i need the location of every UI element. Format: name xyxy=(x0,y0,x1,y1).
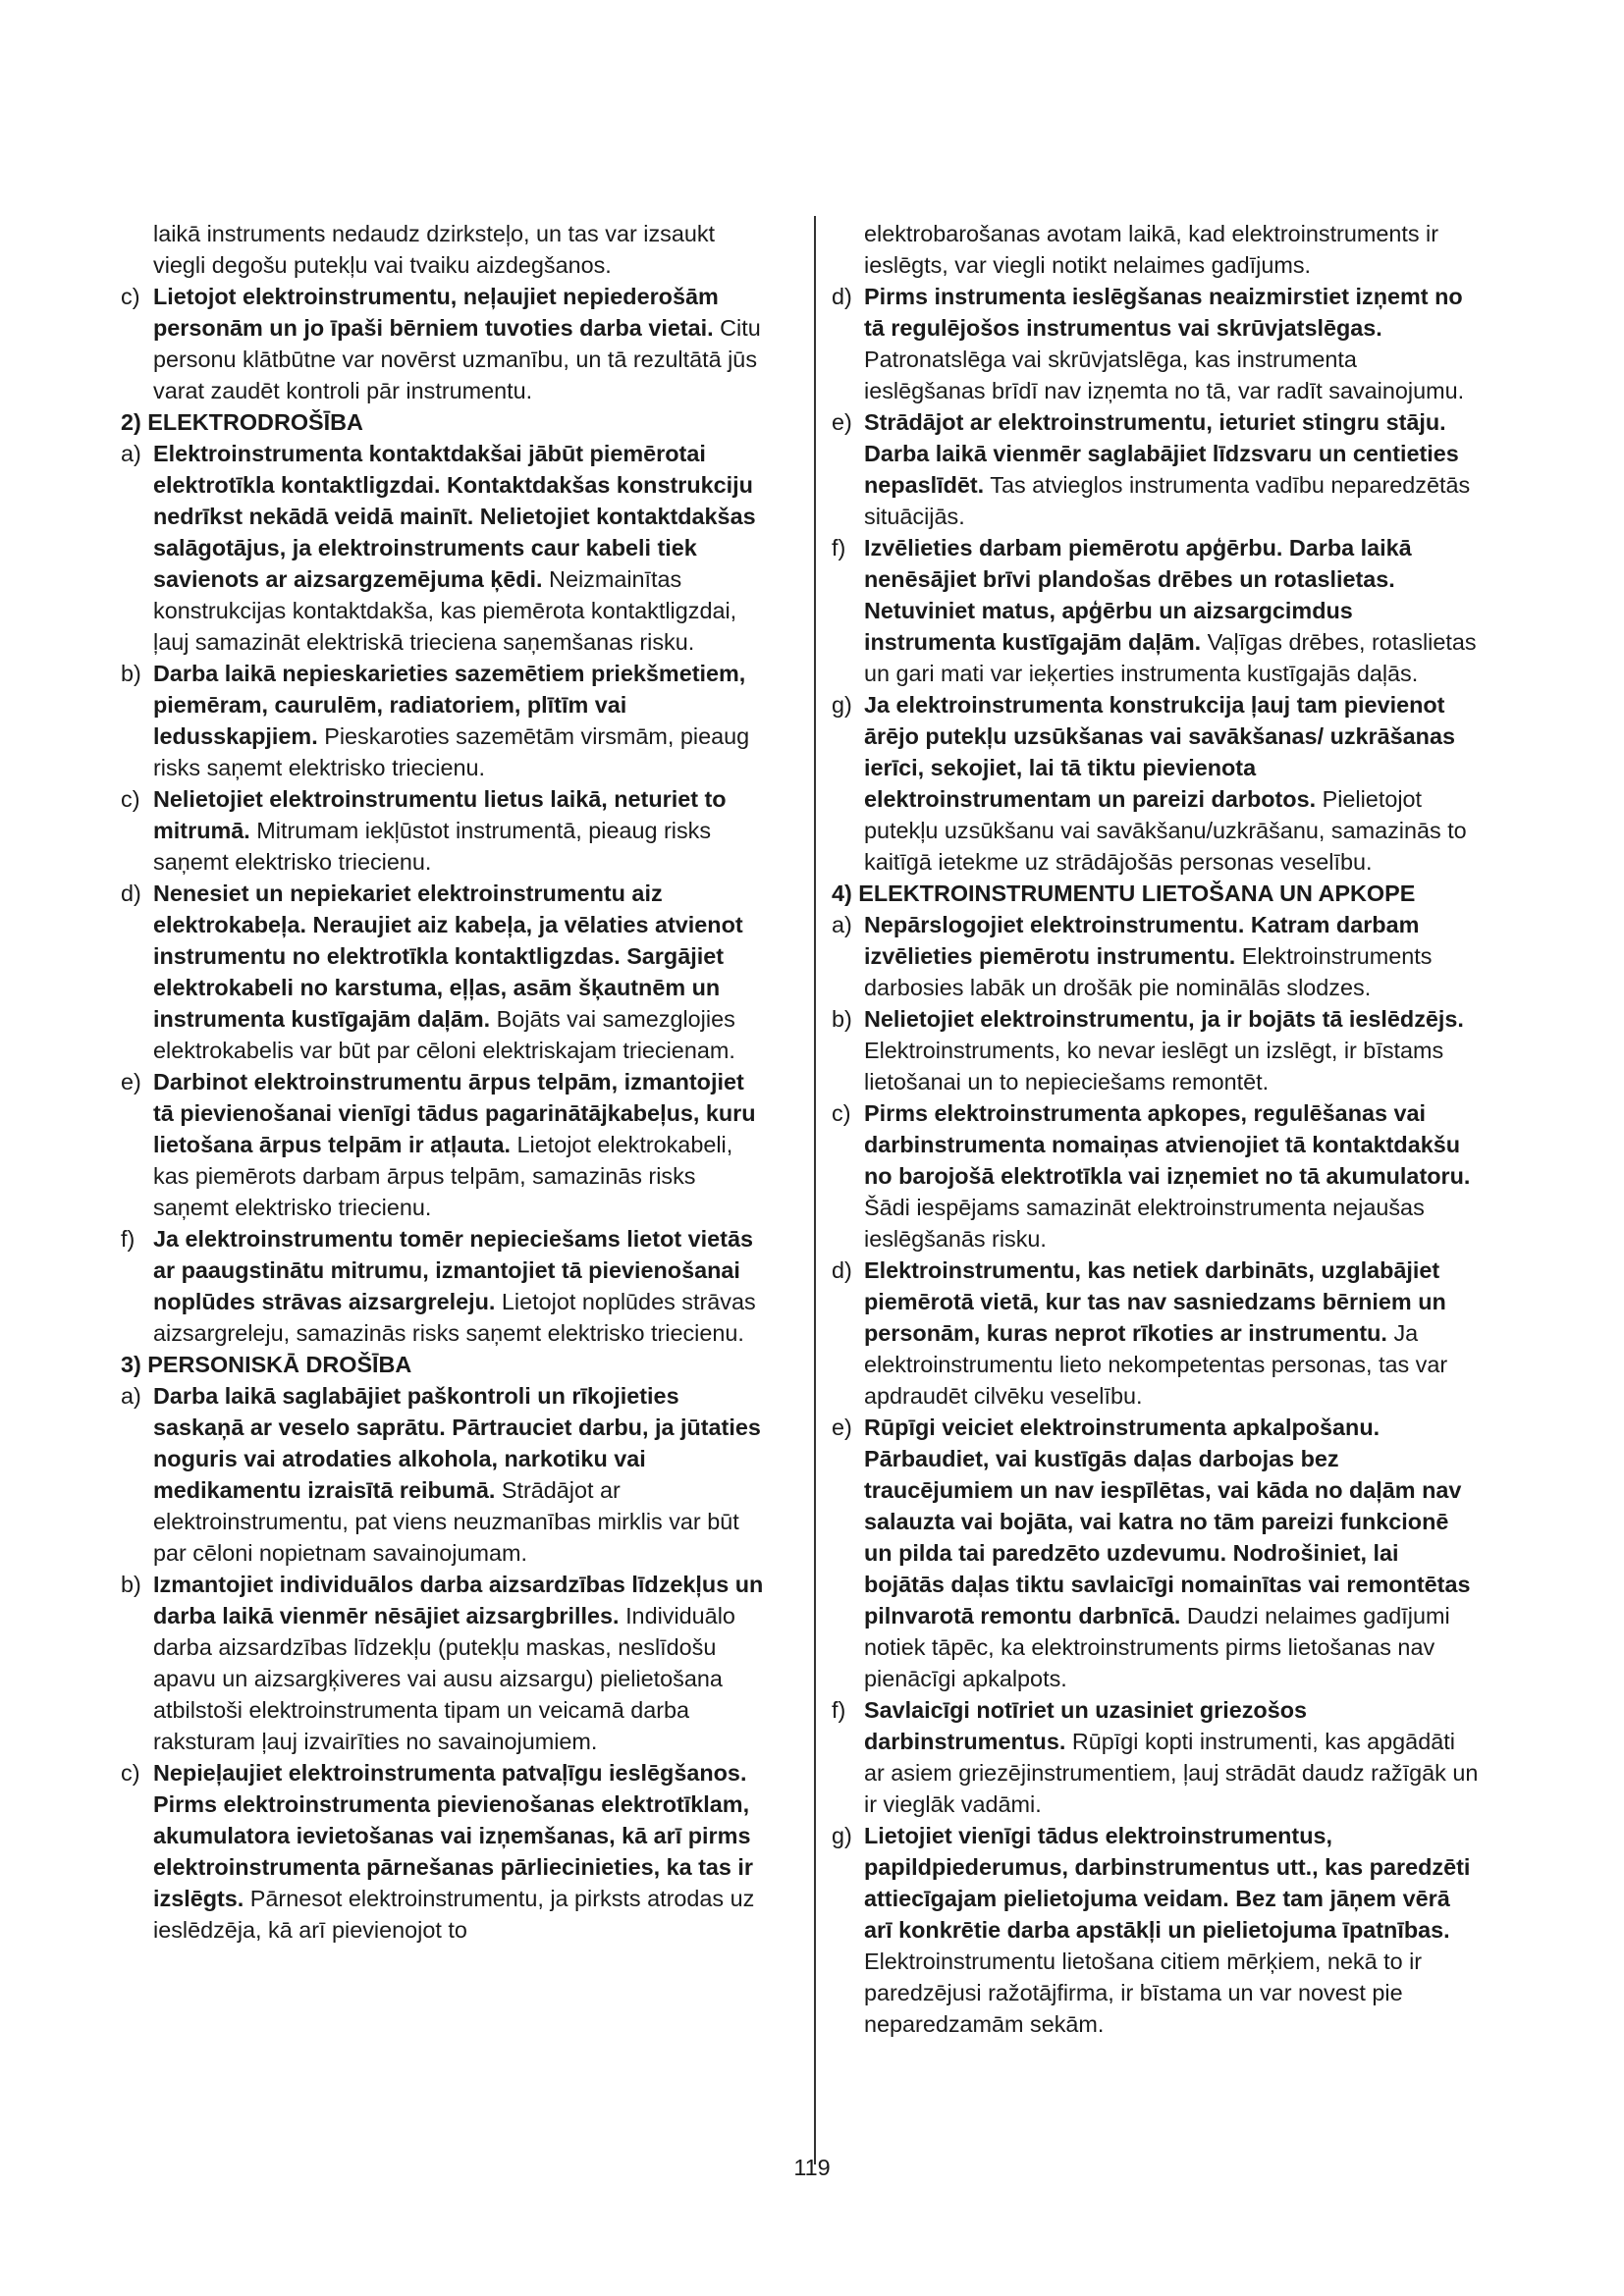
item-normal-text: Elektroinstruments darbosies labāk un drošāk pie nominālās slodzes. xyxy=(864,943,1433,1000)
list-item-e-footing xyxy=(832,406,1480,532)
item-normal-text: Vaļīgas drēbes, rotaslietas un gari mati var ieķerties instrumenta kustīgajās daļās. xyxy=(864,629,1477,686)
item-letter: d) xyxy=(121,881,141,906)
list-item-c-unintentional-start xyxy=(121,1757,769,1946)
item-bold-text: Lietojot elektroinstrumentu, neļaujiet nepiederošām personām un jo īpaši bērniem tuvoties darba vietai. xyxy=(153,284,719,341)
item-letter: e) xyxy=(832,409,852,435)
right-column xyxy=(832,218,1480,2040)
item-bold-text: Izvēlieties darbam piemērotu apģērbu. Darba laikā nenēsājiet brīvi plandošas drēbes un rotaslietas. Netuviniet matus, apģērbu un aizsargcimdus instrumenta kustīgajām daļām. xyxy=(864,535,1412,655)
item-normal-text: Mitrumam iekļūstot instrumentā, pieaug risks saņemt elektrisko triecienu. xyxy=(153,818,712,875)
item-bold-text: Elektroinstrumentu, kas netiek darbināts, uzglabājiet piemērotā vietā, kur tas nav sasniedzams bērniem un personām, kuras neprot rīkoties ar instrumentu. xyxy=(864,1257,1446,1346)
list-item-b-protective-equipment xyxy=(121,1569,769,1757)
item-letter: c) xyxy=(121,1760,140,1786)
item-letter: a) xyxy=(832,912,852,937)
item-bold-text: Ja elektroinstrumenta konstrukcija ļauj tam pievienot ārējo putekļu uzsūkšanas vai savākšanas/ uzkrāšanas ierīci, sekojiet, lai tā tiktu pievienota elektroinstrumentam un pareizi darbotos. xyxy=(864,692,1455,812)
list-item-a-plug xyxy=(121,438,769,658)
list-item-f-cutting-tools xyxy=(832,1694,1480,1820)
item-bold-text: Nepārslogojiet elektroinstrumentu. Katram darbam izvēlieties piemērotu instrumentu. xyxy=(864,912,1420,969)
list-item-d-storage xyxy=(832,1255,1480,1412)
item-bold-text: Darbinot elektroinstrumentu ārpus telpām, izmantojiet tā pievienošanai vienīgi tādus pagarinātājkabeļus, kuru lietošana ārpus telpām ir atļauta. xyxy=(153,1069,756,1157)
item-bold-text: Nepieļaujiet elektroinstrumenta patvaļīgu ieslēgšanos. Pirms elektroinstrumenta pievienošanas elektrotīklam, akumulatora ievietošanas vai izņemšanas, kā arī pirms elektroinstrumenta pārnešanas pārliecinieties, ka tas ir izslēgts. xyxy=(153,1760,754,1911)
item-normal-text: Individuālo darba aizsardzības līdzekļu (putekļu maskas, neslīdošu apavu un aizsargķiveres vai ausu aizsargu) pielietošana atbilstoši elektroinstrumenta tipam un veicamā darba raksturam ļauj izvairīties no savainojumiem. xyxy=(153,1603,735,1754)
item-bold-text: Elektroinstrumenta kontaktdakšai jābūt piemērotai elektrotīkla kontaktligzdai. Kontaktdakšas konstrukciju nedrīkst nekādā veidā mainīt. Nelietojiet kontaktdakšas salāgotājus, ja elektroinstruments caur kabeli tiek savienots ar aizsargzemējuma ķēdi. xyxy=(153,441,756,592)
item-normal-text: Elektroinstrumentu lietošana citiem mērķiem, nekā to ir paredzējusi ražotājfirma, ir bīstama un var novest pie neparedzamām sekām. xyxy=(864,1949,1423,2037)
list-item-c-rain xyxy=(121,783,769,878)
item-bold-text: Rūpīgi veiciet elektroinstrumenta apkalpošanu. Pārbaudiet, vai kustīgās daļas darbojas bez traucējumiem un nav iespīlētas, vai kāda no daļām nav salauzta vai bojāta, vai katra no tām pareizi funkcionē un pilda tai paredzēto uzdevumu. Nodrošiniet, lai bojātās daļas tiktu savlaicīgi nomainītas vai remontētas pilnvarotā remontu darbnīcā. xyxy=(864,1415,1471,1629)
item-normal-text: Elektroinstruments, ko nevar ieslēgt un izslēgt, ir bīstams lietošanai un to nepieciešams remontēt. xyxy=(864,1038,1444,1095)
item-normal-text: Pieskaroties sazemētām virsmām, pieaug risks saņemt elektrisko triecienu. xyxy=(153,723,750,780)
left-top-continuation: laikā instruments nedaudz dzirksteļo, un tas var izsaukt viegli degošu putekļu vai tvaiku aizdegšanos. xyxy=(153,221,716,278)
item-bold-text: Nelietojiet elektroinstrumentu lietus laikā, neturiet to mitrumā. xyxy=(153,786,727,843)
list-item-g-intended-use xyxy=(832,1820,1480,2040)
list-item-a-alert xyxy=(121,1380,769,1569)
item-normal-text: Šādi iespējams samazināt elektroinstrumenta nejaušas ieslēgšanās risku. xyxy=(864,1195,1425,1252)
list-item-d-adjusting-keys xyxy=(832,281,1480,406)
item-bold-text: Ja elektroinstrumentu tomēr nepieciešams lietot vietās ar paaugstinātu mitrumu, izmantojiet tā pievienošanai noplūdes strāvas aizsargreleju. xyxy=(153,1226,753,1314)
item-letter: c) xyxy=(121,284,140,309)
item-normal-text: Neizmainītas konstrukcijas kontaktdakša, kas piemērota kontaktligzdai, ļauj samazināt elektriskā trieciena saņemšanas risku. xyxy=(153,566,737,655)
item-normal-text: Lietojot elektrokabeli, kas piemērots darbam ārpus telpām, samazinās risks saņemt elektrisko triecienu. xyxy=(153,1132,733,1220)
item-letter: g) xyxy=(832,692,852,718)
item-bold-text: Nelietojiet elektroinstrumentu, ja ir bojāts tā ieslēdzējs. xyxy=(864,1006,1464,1032)
list-item-d-cord xyxy=(121,878,769,1066)
item-letter: a) xyxy=(121,441,141,466)
column-divider xyxy=(814,216,816,2164)
section-heading-tool-use-and-care: 4) ELEKTROINSTRUMENTU LIETOŠANA UN APKOPE xyxy=(832,881,1416,906)
item-bold-text: Izmantojiet individuālos darba aizsardzības līdzekļus un darba laikā vienmēr nēsājiet aizsargbrilles. xyxy=(153,1572,764,1629)
item-bold-text: Nenesiet un nepiekariet elektroinstrumentu aiz elektrokabeļa. Neraujiet aiz kabeļa, ja vēlaties atvienot instrumentu no elektrotīkla kontaktligzdas. Sargājiet elektrokabeli no karstuma, eļļas, asām šķautnēm un instrumenta kustīgajām daļām. xyxy=(153,881,743,1032)
item-letter: g) xyxy=(832,1823,852,1848)
item-bold-text: Lietojiet vienīgi tādus elektroinstrumentus, papildpiederumus, darbinstrumentus utt., kas paredzēti attiecīgajam pielietojuma veidam. Bez tam jāņem vērā arī konkrētie darba apstākļi un pielietojuma īpatnības. xyxy=(864,1823,1471,1943)
item-normal-text: Ja elektroinstrumentu lieto nekompetentas personas, tas var apdraudēt cilvēku veselību. xyxy=(864,1320,1448,1409)
item-normal-text: Pielietojot putekļu uzsūkšanu vai savākšanu/uzkrāšanu, samazinās to kaitīgā ietekme uz strādājošās personas veselību. xyxy=(864,786,1467,875)
item-normal-text: Patronatslēga vai skrūvjatslēga, kas instrumenta ieslēgšanas brīdī nav izņemta no tā, var radīt savainojumu. xyxy=(864,347,1465,403)
item-bold-text: Darba laikā nepieskarieties sazemētiem priekšmetiem, piemēram, caurulēm, radiatoriem, plītīm vai ledusskapjiem. xyxy=(153,661,746,749)
list-item-f-clothing xyxy=(832,532,1480,689)
item-letter: b) xyxy=(121,661,141,686)
item-normal-text: Strādājot ar elektroinstrumentu, pat viens neuzmanības mirklis var būt par cēloni nopietnam savainojumam. xyxy=(153,1477,739,1566)
item-normal-text: Tas atvieglos instrumenta vadību neparedzētās situācijās. xyxy=(864,472,1471,529)
item-bold-text: Pirms instrumenta ieslēgšanas neaizmirstiet izņemt no tā regulējošos instrumentus vai skrūvjatslēgas. xyxy=(864,284,1463,341)
item-bold-text: Pirms elektroinstrumenta apkopes, regulēšanas vai darbinstrumenta nomaiņas atvienojiet tā kontaktdakšu no barojošā elektrotīkla vai izņemiet no tā akumulatoru. xyxy=(864,1100,1471,1189)
item-normal-text: Daudzi nelaimes gadījumi notiek tāpēc, ka elektroinstruments pirms lietošanas nav pienācīgi apkalpots. xyxy=(864,1603,1450,1691)
item-letter: a) xyxy=(121,1383,141,1409)
item-bold-text: Strādājot ar elektroinstrumentu, ieturiet stingru stāju. Darba laikā vienmēr saglabājiet līdzsvaru un centieties nepaslīdēt. xyxy=(864,409,1459,498)
item-normal-text: Citu personu klātbūtne var novērst uzmanību, un tā rezultātā jūs varat zaudēt kontroli pār instrumentu. xyxy=(153,315,761,403)
item-letter: b) xyxy=(121,1572,141,1597)
item-letter: c) xyxy=(121,786,140,812)
item-letter: f) xyxy=(121,1226,135,1252)
item-normal-text: Bojāts vai samezglojies elektrokabelis var būt par cēloni elektriskajam triecienam. xyxy=(153,1006,735,1063)
item-letter: f) xyxy=(832,535,846,561)
item-letter: c) xyxy=(832,1100,851,1126)
item-letter: d) xyxy=(832,1257,852,1283)
page-number: 119 xyxy=(793,2155,831,2180)
item-letter: f) xyxy=(832,1697,846,1723)
list-item-f-rcd xyxy=(121,1223,769,1349)
list-item-e-outdoor xyxy=(121,1066,769,1223)
item-bold-text: Savlaicīgi notīriet un uzasiniet griezošos darbinstrumentus. xyxy=(864,1697,1308,1754)
item-letter: e) xyxy=(121,1069,141,1095)
item-letter: b) xyxy=(832,1006,852,1032)
list-item-e-maintenance xyxy=(832,1412,1480,1694)
list-item-b-earthed-surfaces xyxy=(121,658,769,783)
list-item-c-bystanders xyxy=(121,281,769,406)
item-normal-text: Lietojot noplūdes strāvas aizsargreleju, samazinās risks saņemt elektrisko triecienu. xyxy=(153,1289,756,1346)
item-normal-text: Rūpīgi kopti instrumenti, kas apgādāti ar asiem griezējinstrumentiem, ļauj strādāt daudz ražīgāk un ir vieglāk vadāmi. xyxy=(864,1729,1479,1817)
item-normal-text: Pārnesot elektroinstrumentu, ja pirksts atrodas uz ieslēdzēja, kā arī pievienojot to xyxy=(153,1886,755,1943)
section-heading-personal-safety: 3) PERSONISKĀ DROŠĪBA xyxy=(121,1352,412,1377)
left-column xyxy=(121,218,769,1946)
list-item-g-dust-extraction xyxy=(832,689,1480,878)
right-top-continuation: elektrobarošanas avotam laikā, kad elektroinstruments ir ieslēgts, var viegli notikt nelaimes gadījums. xyxy=(864,221,1439,278)
list-item-c-disconnect xyxy=(832,1097,1480,1255)
item-letter: e) xyxy=(832,1415,852,1440)
item-bold-text: Darba laikā saglabājiet paškontroli un rīkojieties saskaņā ar veselo saprātu. Pārtrauciet darbu, ja jūtaties noguris vai atrodaties alkohola, narkotiku vai medikamentu izraisītā reibumā. xyxy=(153,1383,761,1503)
list-item-b-switch xyxy=(832,1003,1480,1097)
section-heading-electrical-safety: 2) ELEKTRODROŠĪBA xyxy=(121,409,363,435)
item-letter: d) xyxy=(832,284,852,309)
list-item-a-do-not-force xyxy=(832,909,1480,1003)
